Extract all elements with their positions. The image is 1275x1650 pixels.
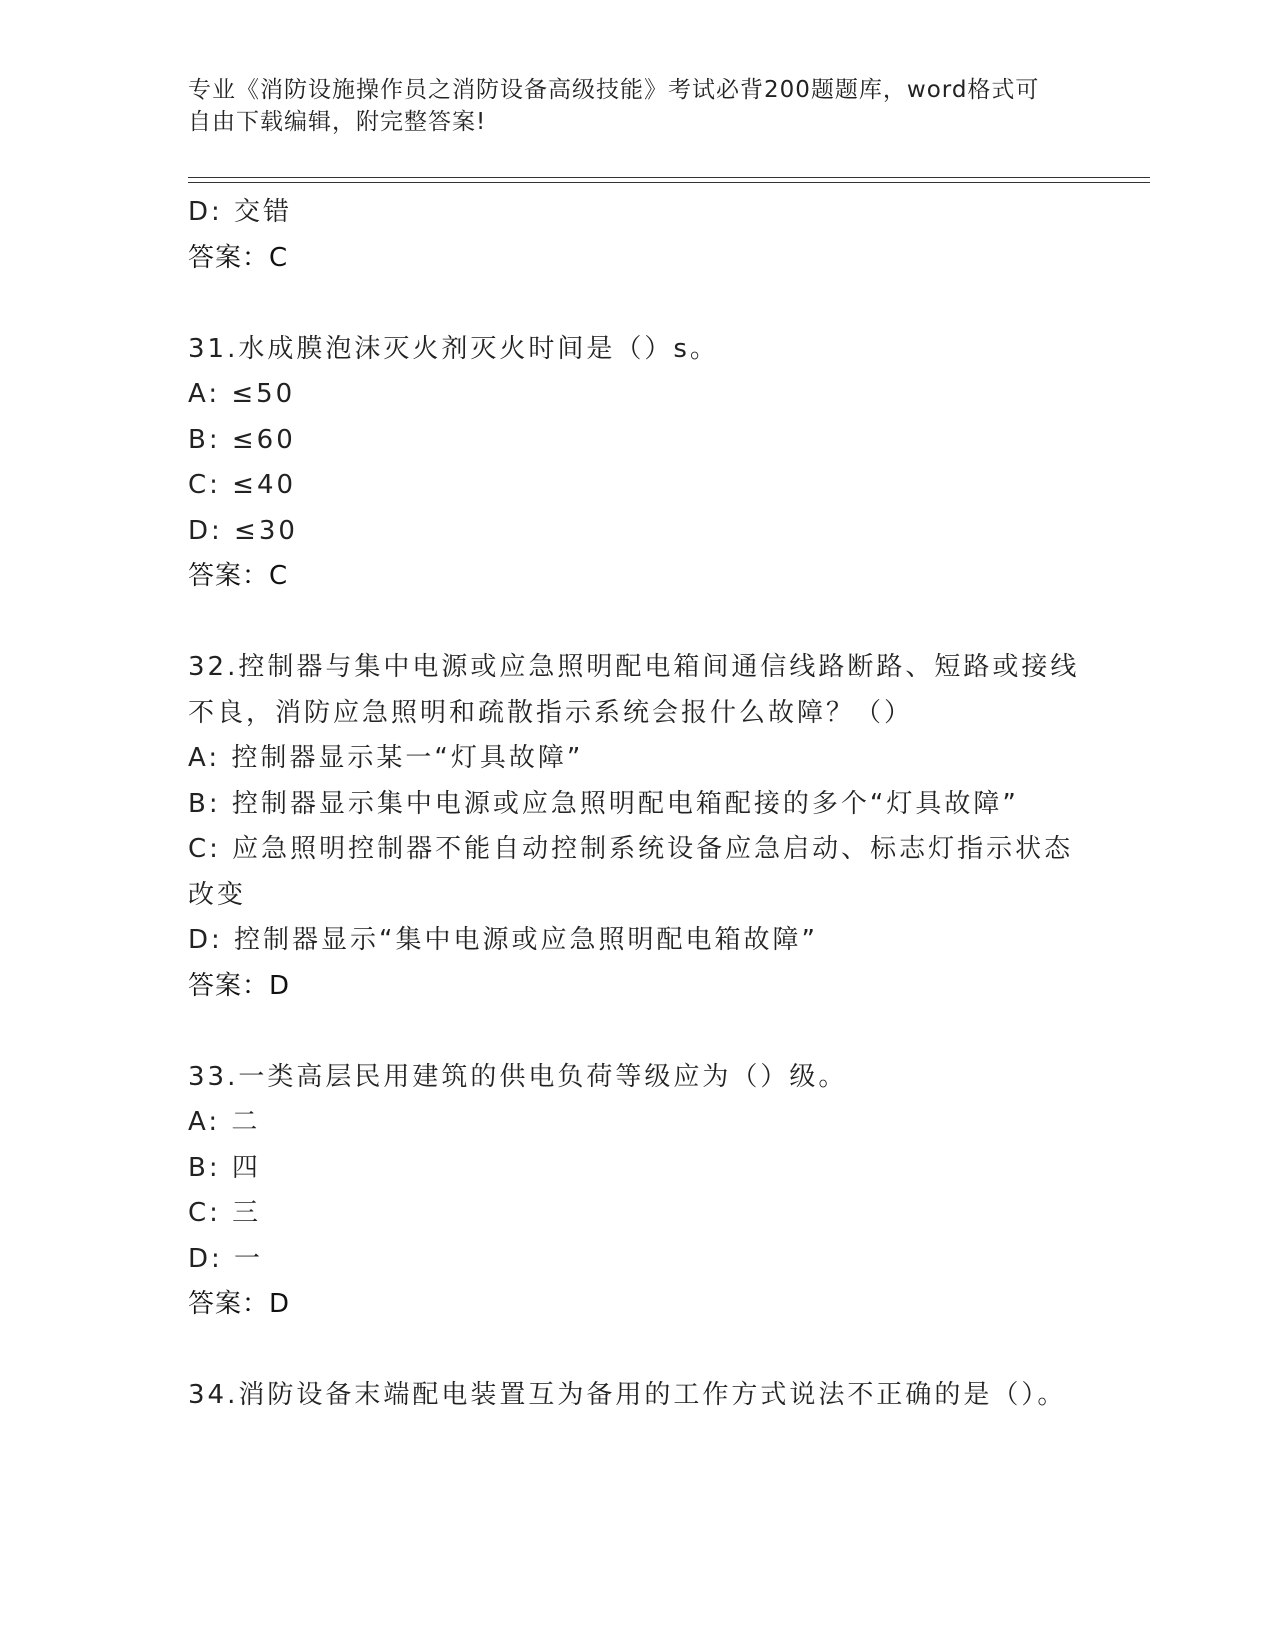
option-d: D: 一: [188, 1243, 264, 1274]
option-b: B: 控制器显示集中电源或应急照明配电箱配接的多个“灯具故障”: [188, 788, 1019, 819]
question-stem-32-line-1: 32.控制器与集中电源或应急照明配电箱间通信线路断路、短路或接线: [188, 652, 1080, 682]
header-rule-bottom: [188, 182, 1150, 183]
spacer: [188, 1009, 1088, 1055]
option-b: B: 四: [188, 1152, 261, 1183]
header-rule-top: [188, 177, 1150, 178]
question-stem-31: 31.水成膜泡沫灭火剂灭火时间是（）s。: [188, 333, 719, 364]
option-a: A: 控制器显示某一“灯具故障”: [188, 743, 584, 773]
option-c: C: 三: [188, 1198, 262, 1228]
option-d: D: 控制器显示“集中电源或应急照明配电箱故障”: [188, 925, 818, 955]
answer-line: 答案：D: [188, 1289, 291, 1319]
option-c-continued: 改变: [188, 879, 247, 910]
answer-line: 答案：C: [188, 242, 289, 273]
option-a: A: ≤50: [188, 379, 296, 409]
option-a: A: 二: [188, 1107, 261, 1137]
answer-line: 答案：D: [188, 970, 291, 1001]
question-stem-33: 33.一类高层民用建筑的供电负荷等级应为（）级。: [188, 1061, 848, 1092]
spacer: [188, 1328, 1088, 1374]
document-header: [188, 74, 1088, 138]
option-b: B: ≤60: [188, 424, 296, 455]
spacer: [188, 600, 1088, 646]
question-stem-32-line-2: 不良，消防应急照明和疏散指示系统会报什么故障？（）: [188, 697, 914, 728]
answer-line: 答案：C: [188, 561, 289, 591]
option-d: D: 交错: [188, 197, 293, 227]
option-c: C: 应急照明控制器不能自动控制系统设备应急启动、标志灯指示状态: [188, 834, 1074, 864]
header-title-line-1: 专业《消防设施操作员之消防设备高级技能》考试必背200题题库，word格式可: [188, 77, 1040, 103]
spacer: [188, 281, 1088, 327]
option-c: C: ≤40: [188, 470, 297, 500]
question-stem-34: 34.消防设备末端配电装置互为备用的工作方式说法不正确的是（）。: [188, 1380, 1067, 1410]
question-list: [188, 190, 1088, 1419]
header-title-line-2: 自由下载编辑，附完整答案!: [188, 109, 487, 135]
option-d: D: ≤30: [188, 515, 298, 546]
